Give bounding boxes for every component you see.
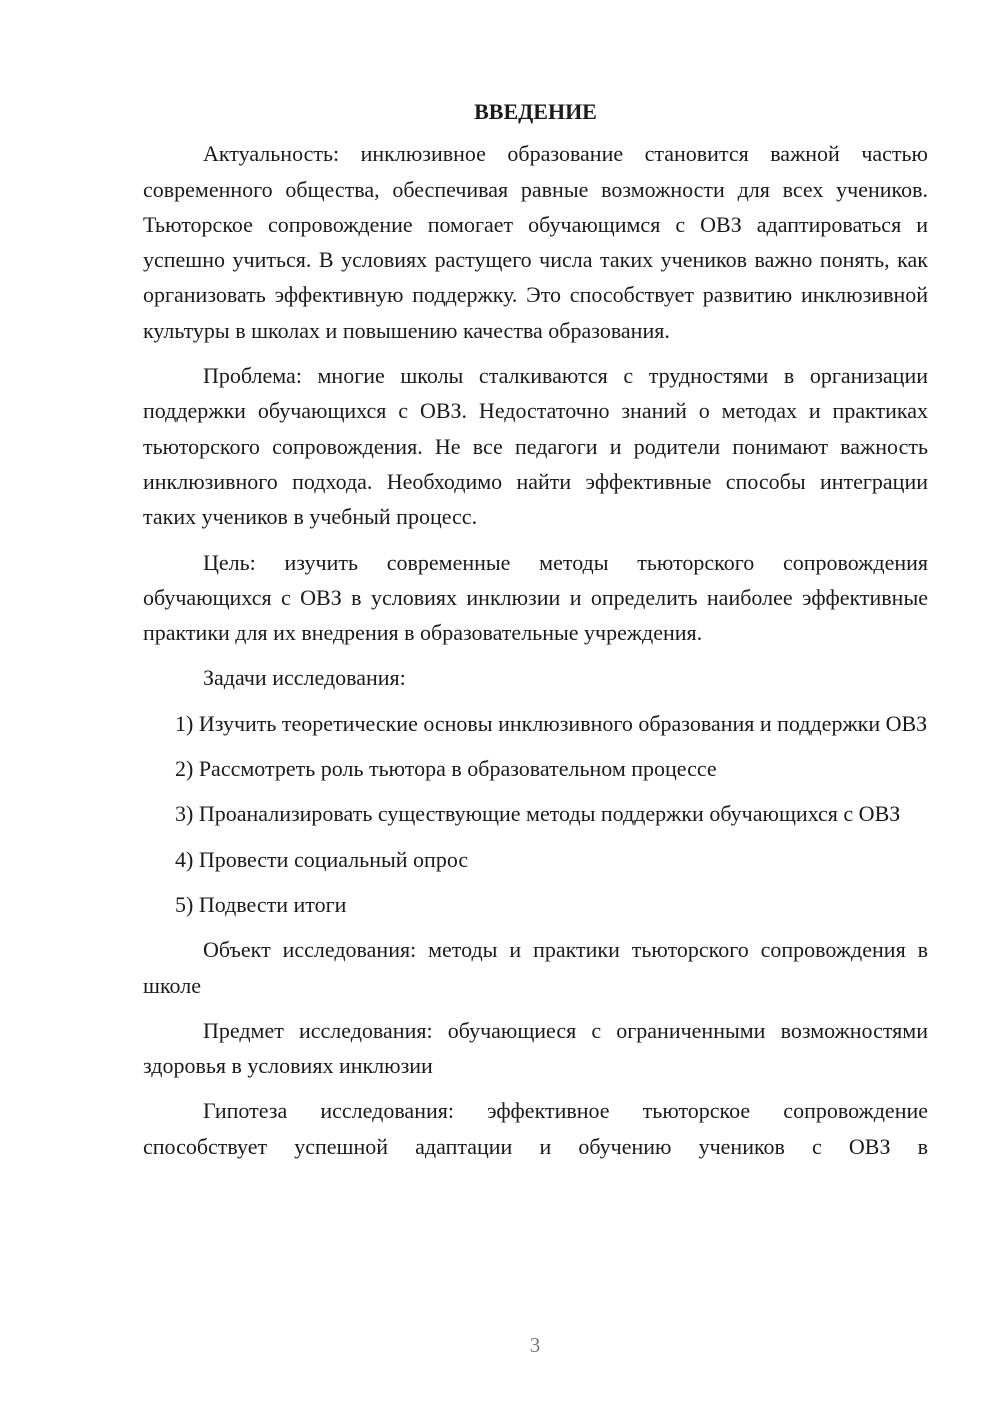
paragraph-problem: Проблема: многие школы сталкиваются с трудностями в организации поддержки обучающихся с ОВЗ. Недостаточно знаний о методах и практиках тьюторского сопровождения. Не все педагоги и родители понимают важность инклюзивного подхода. Необходимо найти эффективные способы интеграции таких учеников в учебный процесс. bbox=[143, 363, 928, 530]
section-heading: ВВЕДЕНИЕ bbox=[474, 99, 597, 124]
task-item: 1) Изучить теоретические основы инклюзивного образования и поддержки ОВЗ bbox=[175, 710, 928, 736]
task-item: 2) Рассмотреть роль тьютора в образовательном процессе bbox=[175, 756, 717, 782]
task-item: 4) Провести социальный опрос bbox=[175, 846, 469, 872]
research-hypothesis: Гипотеза исследования: эффективное тьюторское сопровождение способствует успешной адаптации и обучению учеников с ОВЗ в bbox=[143, 1098, 928, 1159]
paragraph-goal: Цель: изучить современные методы тьюторского сопровождения обучающихся с ОВЗ в условиях инклюзии и определить наиболее эффективные практики для их внедрения в образовательные учреждения. bbox=[143, 549, 928, 646]
paragraph-relevance: Актуальность: инклюзивное образование становится важной частью современного общества, обеспечивая равные возможности для всех учеников. Тьюторское сопровождение помогает обучающимся с ОВЗ адаптироваться и успешно учиться. В условиях растущего числа таких учеников важно понять, как организовать эффективную поддержку. Это способствует развитию инклюзивной культуры в школах и повышению качества образования. bbox=[143, 141, 928, 343]
research-subject: Предмет исследования: обучающиеся с ограниченными возможностями здоровья в условиях инклюзии bbox=[143, 1017, 928, 1079]
tasks-label: Задачи исследования: bbox=[203, 665, 406, 691]
research-object: Объект исследования: методы и практики тьюторского сопровождения в школе bbox=[143, 937, 928, 998]
task-item: 3) Проанализировать существующие методы поддержки обучающихся с ОВЗ bbox=[175, 801, 901, 827]
task-item: 5) Подвести итоги bbox=[175, 891, 347, 917]
page-number: 3 bbox=[529, 1333, 541, 1357]
page-content bbox=[143, 94, 928, 1174]
